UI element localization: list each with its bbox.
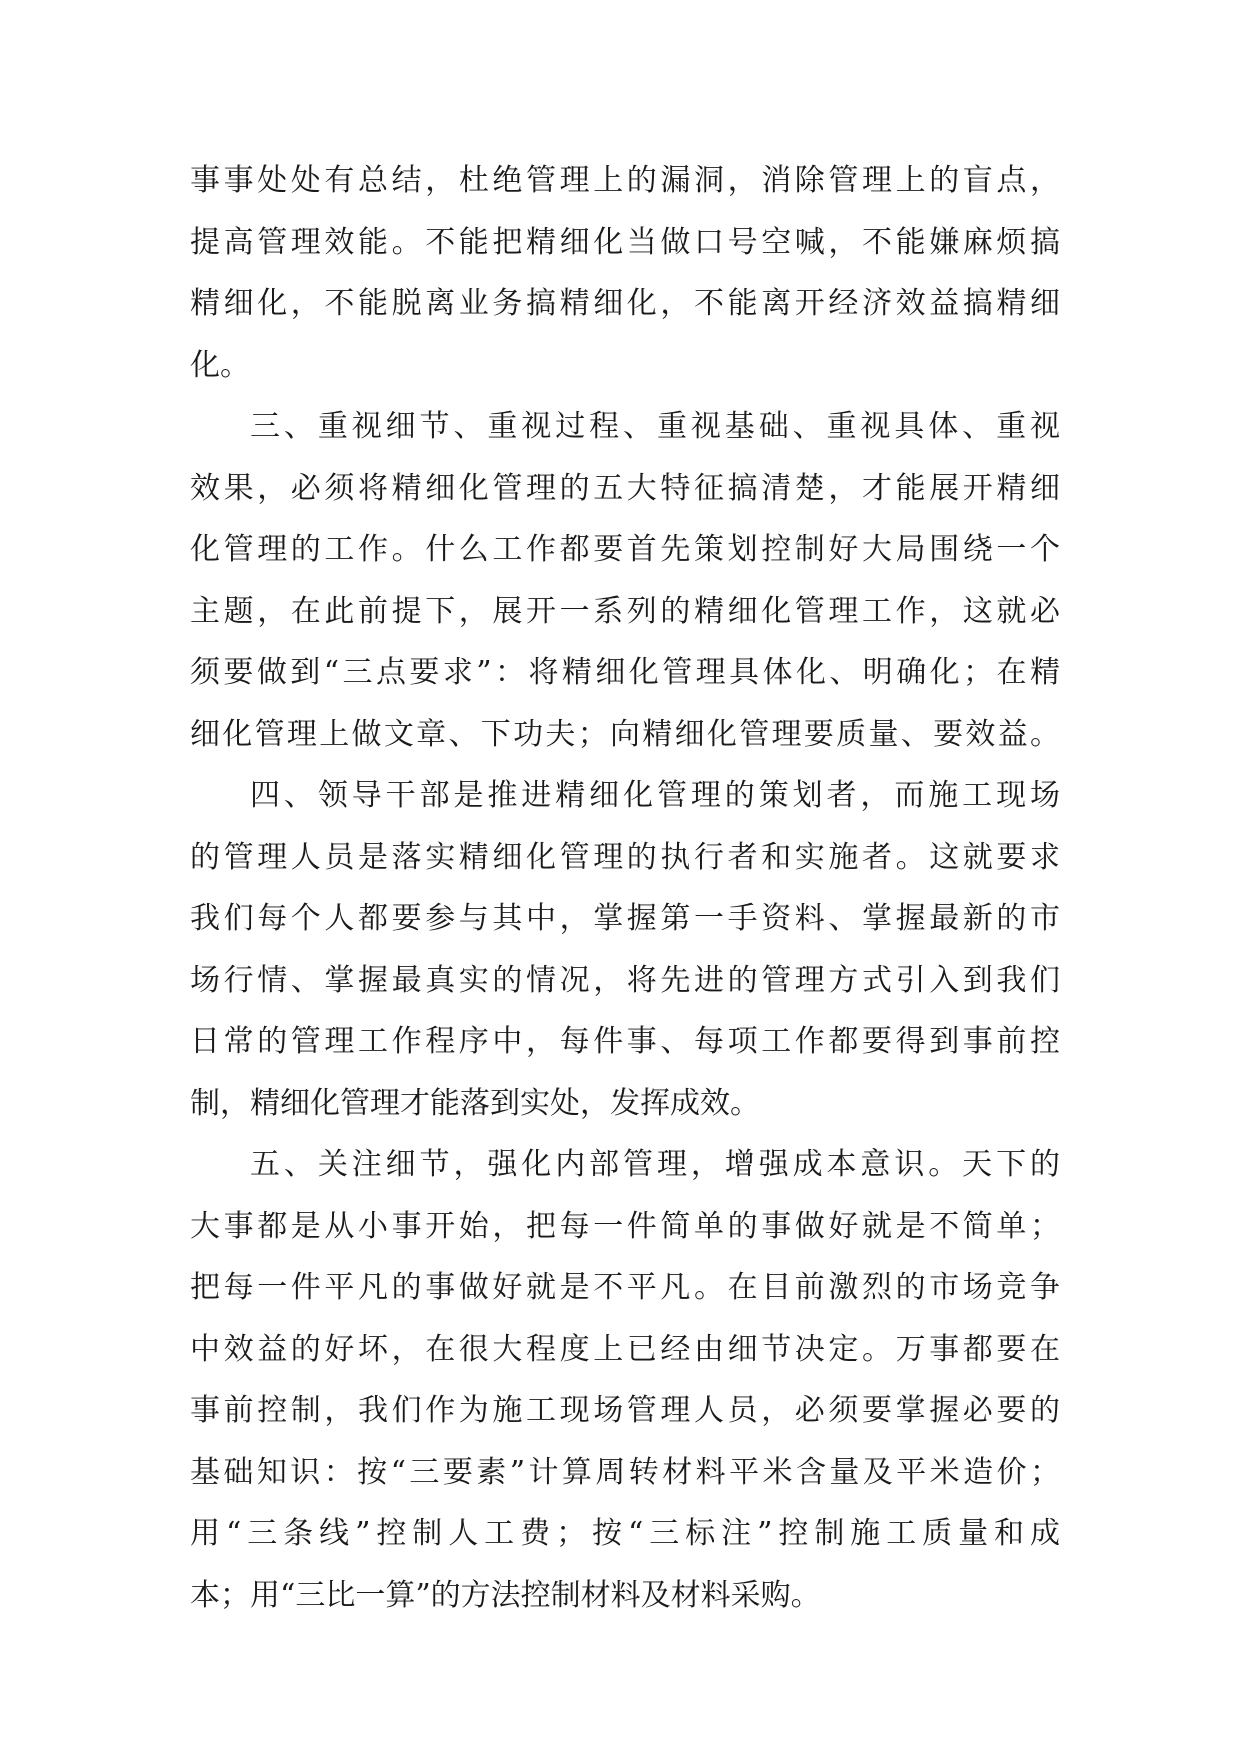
paragraph-section-4 <box>190 765 1060 1134</box>
text-line: 主题，在此前提下，展开一系列的精细化管理工作，这就必 <box>190 593 1060 629</box>
text-line: 效果，必须将精细化管理的五大特征搞清楚，才能展开精细 <box>190 470 1060 506</box>
paragraph-section-3 <box>190 396 1060 765</box>
text-line: 把每一件平凡的事做好就是不平凡。在目前激烈的市场竞争 <box>190 1270 1060 1305</box>
text-line: 制，精细化管理才能落到实处，发挥成效。 <box>190 1085 760 1121</box>
text-line: 本；用“三比一算”的方法控制材料及材料采购。 <box>190 1577 821 1613</box>
text-line: 我们每个人都要参与其中，掌握第一手资料、掌握最新的市 <box>190 901 1060 936</box>
paragraph-continuation <box>190 150 1060 396</box>
text-line: 四、领导干部是推进精细化管理的策划者，而施工现场 <box>250 778 1060 813</box>
text-line: 事前控制，我们作为施工现场管理人员，必须要掌握必要的 <box>190 1393 1060 1428</box>
text-line: 用“三条线”控制人工费；按“三标注”控制施工质量和成 <box>190 1516 1060 1551</box>
text-line: 精细化，不能脱离业务搞精细化，不能离开经济效益搞精细 <box>190 286 1060 321</box>
text-line: 化。 <box>190 347 250 383</box>
text-line: 五、关注细节，强化内部管理，增强成本意识。天下的 <box>250 1147 1060 1182</box>
text-line: 日常的管理工作程序中，每件事、每项工作都要得到事前控 <box>190 1024 1060 1059</box>
text-line: 细化管理上做文章、下功夫；向精细化管理要质量、要效益。 <box>190 716 1060 752</box>
paragraph-section-5 <box>190 1134 1060 1626</box>
text-line: 化管理的工作。什么工作都要首先策划控制好大局围绕一个 <box>190 532 1060 567</box>
text-line: 场行情、掌握最真实的情况，将先进的管理方式引入到我们 <box>190 962 1060 998</box>
document-body <box>190 150 1060 1626</box>
text-line: 中效益的好坏，在很大程度上已经由细节决定。万事都要在 <box>190 1331 1060 1367</box>
text-line: 提高管理效能。不能把精细化当做口号空喊，不能嫌麻烦搞 <box>190 224 1060 260</box>
text-line: 三、重视细节、重视过程、重视基础、重视具体、重视 <box>250 409 1060 444</box>
text-line: 的管理人员是落实精细化管理的执行者和实施者。这就要求 <box>190 839 1060 875</box>
text-line: 大事都是从小事开始，把每一件简单的事做好就是不简单； <box>190 1208 1060 1244</box>
text-line: 基础知识：按“三要素”计算周转材料平米含量及平米造价； <box>190 1454 1060 1490</box>
text-line: 须要做到“三点要求”：将精细化管理具体化、明确化；在精 <box>190 655 1060 690</box>
text-line: 事事处处有总结，杜绝管理上的漏洞，消除管理上的盲点， <box>190 163 1060 198</box>
